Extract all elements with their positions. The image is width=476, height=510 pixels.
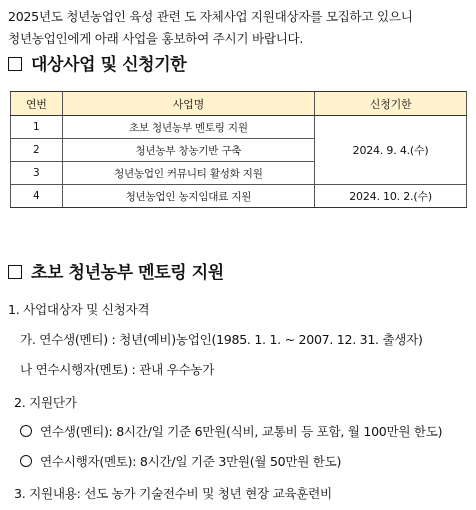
checkbox-square-icon [8,265,22,279]
item-support-rate: 2. 지원단가 [14,395,77,410]
section-heading-text: 대상사업 및 신청기한 [31,55,187,75]
program-name: 청년농업인 커뮤니티 활성화 지원 [62,162,315,185]
item-eligibility-mentee: 가. 연수생(멘티) : 청년(예비)농업인(1985. 1. 1. ~ 2007. 12. 31. 출생자) [20,332,423,347]
item-eligibility: 1. 사업대상자 및 신청자격 [8,302,150,317]
table-row [11,185,467,208]
item-support-rate-mentee [20,422,442,442]
circle-bullet-icon [20,425,32,437]
column-header-deadline: 신청기한 [315,92,467,116]
program-name: 청년농부 창농기반 구축 [62,139,315,162]
item-eligibility-mentor: 나 연수시행자(멘토) : 관내 우수농가 [20,362,215,377]
section-heading-targets [8,54,186,76]
item-support-content: 3. 지원내용: 선도 농가 기술전수비 및 청년 현장 교육훈련비 [14,486,332,501]
section-heading-text: 초보 청년농부 멘토링 지원 [31,263,224,283]
item-support-rate-mentor [20,452,341,472]
column-header-no: 연번 [11,92,63,116]
support-rate-mentee-text: 연수생(멘티): 8시간/일 기준 6만원(식비, 교통비 등 포함, 월 100만원 한도) [40,424,443,439]
intro-line-2: 청년농업인에게 아래 사업을 홍보하여 주시기 바랍니다. [8,31,304,46]
section-heading-mentoring [8,262,224,284]
intro-paragraph [8,6,474,50]
support-rate-mentor-text: 연수시행자(멘토): 8시간/일 기준 3만원(월 50만원 한도) [40,454,342,469]
column-header-name: 사업명 [62,92,315,116]
intro-line-1: 2025년도 청년농업인 육성 관련 도 자체사업 지원대상자를 모집하고 있으니 [8,9,413,24]
circle-bullet-icon [20,455,32,467]
checkbox-square-icon [8,57,22,71]
deadline-cell: 2024. 10. 2.(수) [315,185,467,208]
table-header-row [11,92,467,116]
program-name: 청년농업인 농지임대료 지원 [62,185,315,208]
program-name: 초보 청년농부 멘토링 지원 [62,116,315,139]
row-number: 1 [11,116,63,139]
table-row [11,116,467,139]
row-number: 4 [11,185,63,208]
row-number: 3 [11,162,63,185]
deadline-cell: 2024. 9. 4.(수) [315,116,467,185]
program-table [10,91,467,208]
row-number: 2 [11,139,63,162]
